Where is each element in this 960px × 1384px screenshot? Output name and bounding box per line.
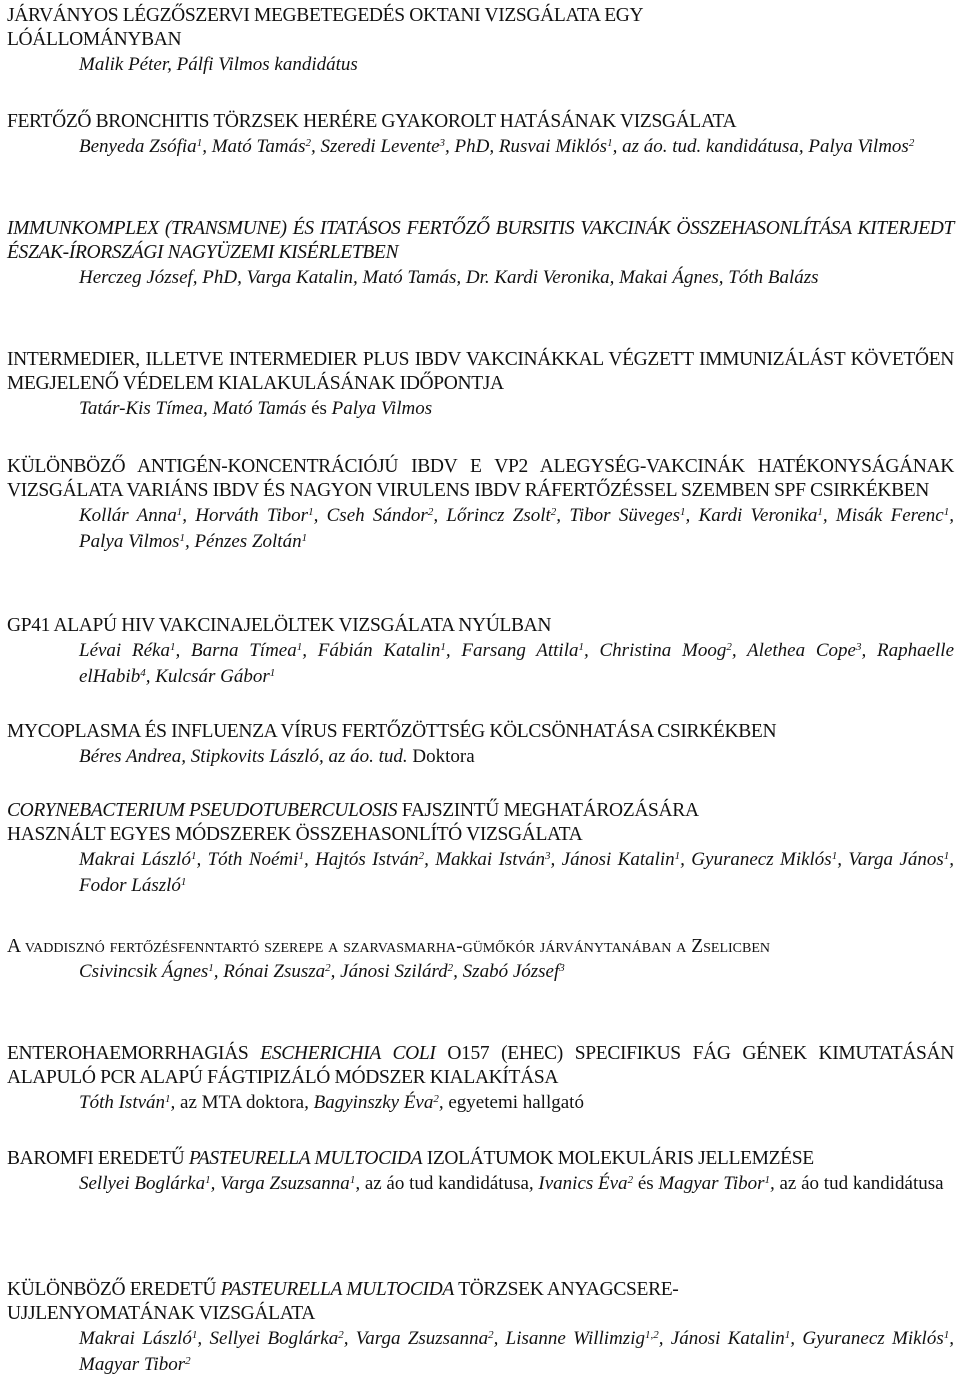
- abstract-entry: [7, 217, 954, 291]
- abstract-entry: [7, 1042, 954, 1116]
- abstract-authors: Lévai Réka$^1$, Barna Tímea$^1$, Fábián Katalin$^1$, Farsang Attila$^1$, Christina Moog$^2$, Alethea Cope$^3$, Raphaelle elHabib$^4$, Kulcsár Gábor$^1$: [79, 640, 955, 687]
- abstract-title: IMMUNKOMPLEX (TRANSMUNE) ÉS ITATÁSOS FERTŐZŐ BURSITIS VAKCINÁK ÖSSZEHASONLÍTÁSA KITERJEDT ÉSZAK-ÍRORSZÁGI NAGYÜZEMI KISÉRLETBEN: [7, 218, 954, 263]
- abstract-title: ENTEROHAEMORRHAGIÁS ESCHERICHIA COLI O157 (EHEC) SPECIFIKUS FÁG GÉNEK KIMUTATÁSÁN ALAPULÓ PCR ALAPÚ FÁGTIPIZÁLÓ MÓDSZER KIALAKÍTÁSA: [7, 1043, 954, 1088]
- abstract-entry: [7, 348, 954, 422]
- abstract-title: CORYNEBACTERIUM PSEUDOTUBERCULOSIS FAJSZINTŰ MEGHATÁROZÁSÁRA HASZNÁLT EGYES MÓDSZEREK ÖSSZEHASONLÍTÓ VIZSGÁLATA: [7, 800, 699, 845]
- abstract-authors: Sellyei Boglárka$^1$, Varga Zsuzsanna$^1$, az áo tud kandidátusa, Ivanics Éva$^2$ és Magyar Tibor$^1$, az áo tud kandidátusa: [79, 1173, 944, 1194]
- abstract-entry: [7, 720, 954, 770]
- abstract-title: FERTŐZŐ BRONCHITIS TÖRZSEK HERÉRE GYAKOROLT HATÁSÁNAK VIZSGÁLATA: [7, 111, 737, 132]
- abstract-entry: [7, 110, 954, 160]
- abstract-authors: Tatár-Kis Tímea, Mató Tamás és Palya Vilmos: [79, 398, 433, 419]
- abstract-authors: Makrai László$^1$, Sellyei Boglárka$^2$, Varga Zsuzsanna$^2$, Lisanne Willimzig$^{1,2}$, Jánosi Katalin$^1$, Gyuranecz Miklós$^1$, Magyar Tibor$^2$: [79, 1328, 954, 1375]
- abstract-authors: Béres Andrea, Stipkovits László, az áo. tud. Doktora: [79, 746, 475, 767]
- abstract-title: KÜLÖNBÖZŐ EREDETŰ PASTEURELLA MULTOCIDA TÖRZSEK ANYAGCSERE- UJJLENYOMATÁNAK VIZSGÁLATA: [7, 1279, 679, 1324]
- abstract-entry: [7, 455, 954, 555]
- abstract-title: INTERMEDIER, ILLETVE INTERMEDIER PLUS IBDV VAKCINÁKKAL VÉGZETT IMMUNIZÁLÁST KÖVETŐEN MEGJELENŐ VÉDELEM KIALAKULÁSÁNAK IDŐPONTJA: [7, 349, 954, 394]
- abstract-title: KÜLÖNBÖZŐ ANTIGÉN-KONCENTRÁCIÓJÚ IBDV E VP2 ALEGYSÉG-VAKCINÁK HATÉKONYSÁGÁNAK VIZSGÁLATA VARIÁNS IBDV ÉS NAGYON VIRULENS IBDV RÁFERTŐZÉSSEL SZEMBEN SPF CSIRKÉKBEN: [7, 456, 954, 501]
- abstract-authors: Makrai László$^1$, Tóth Noémi$^1$, Hajtós István$^2$, Makkai István$^3$, Jánosi Katalin$^1$, Gyuranecz Miklós$^1$, Varga János$^1$, Fodor László$^1$: [79, 849, 954, 896]
- abstract-entry: [7, 799, 954, 899]
- abstract-title: MYCOPLASMA ÉS INFLUENZA VÍRUS FERTŐZÖTTSÉG KÖLCSÖNHATÁSA CSIRKÉKBEN: [7, 721, 777, 742]
- abstract-authors: Tóth István$^1$, az MTA doktora, Bagyinszky Éva$^2$, egyetemi hallgató: [79, 1092, 584, 1113]
- abstract-title: A vaddisznó fertőzésfenntartó szerepe a szarvasmarha-gümőkór járványtanában a Zselicben: [7, 936, 771, 957]
- abstract-entry: [7, 935, 954, 985]
- abstract-entry: [7, 1278, 954, 1378]
- abstract-authors: Herczeg József, PhD, Varga Katalin, Mató Tamás, Dr. Kardi Veronika, Makai Ágnes, Tóth Balázs: [79, 267, 819, 288]
- abstract-authors: Csivincsik Ágnes$^1$, Rónai Zsusza$^2$, Jánosi Szilárd$^2$, Szabó József$^3$: [79, 961, 565, 982]
- abstract-entry: [7, 4, 954, 78]
- abstract-title: JÁRVÁNYOS LÉGZŐSZERVI MEGBETEGEDÉS OKTANI VIZSGÁLATA EGY LÓÁLLOMÁNYBAN: [7, 5, 644, 50]
- abstract-authors: Malik Péter, Pálfi Vilmos kandidátus: [79, 54, 358, 75]
- abstract-entry: [7, 1147, 954, 1197]
- abstract-authors: Benyeda Zsófia$^1$, Mató Tamás$^2$, Szeredi Levente$^3$, PhD, Rusvai Miklós$^1$, az áo. tud. kandidátusa, Palya Vilmos$^2$: [79, 136, 915, 157]
- abstract-title: GP41 ALAPÚ HIV VAKCINAJELÖLTEK VIZSGÁLATA NYÚLBAN: [7, 615, 552, 636]
- abstract-title: BAROMFI EREDETŰ PASTEURELLA MULTOCIDA IZOLÁTUMOK MOLEKULÁRIS JELLEMZÉSE: [7, 1148, 814, 1169]
- abstract-authors: Kollár Anna$^1$, Horváth Tibor$^1$, Cseh Sándor$^2$, Lőrincz Zsolt$^2$, Tibor Süveges$^1$, Kardi Veronika$^1$, Misák Ferenc$^1$, Palya Vilmos$^1$, Pénzes Zoltán$^1$: [79, 505, 954, 552]
- abstract-entry: [7, 614, 954, 690]
